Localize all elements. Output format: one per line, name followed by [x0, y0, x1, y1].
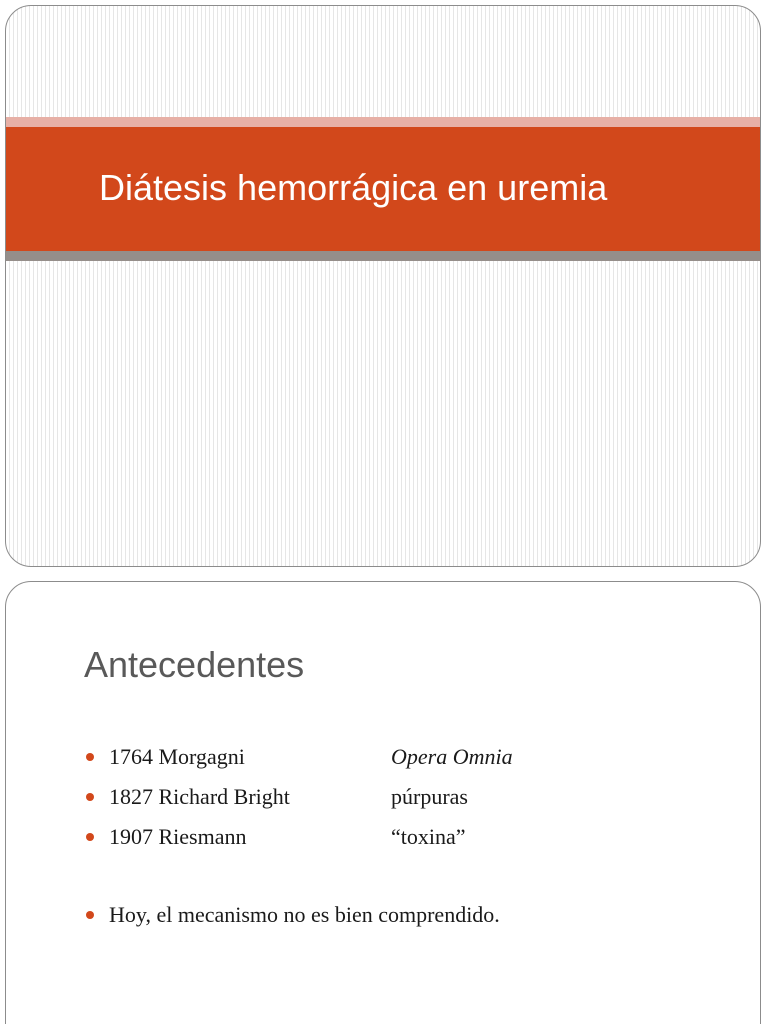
slide-title: Diátesis hemorrágica en uremia — [99, 167, 608, 208]
bullet-icon — [86, 833, 94, 841]
bullet-detail: “toxina” — [391, 824, 466, 849]
title-slide — [5, 5, 761, 567]
content-slide — [5, 581, 761, 1024]
title-band-top-stripe — [6, 117, 760, 127]
bullet-icon — [86, 793, 94, 801]
list-item — [84, 900, 724, 930]
list-item — [84, 782, 724, 812]
list-item — [84, 822, 724, 852]
title-band-bottom-stripe — [6, 251, 760, 261]
bullet-text: 1764 Morgagni — [109, 744, 245, 769]
slide-heading: Antecedentes — [84, 644, 305, 685]
bullet-detail: púrpuras — [391, 784, 468, 809]
bullet-icon — [86, 911, 94, 919]
bullet-detail: Opera Omnia — [391, 744, 513, 769]
bullet-text: 1907 Riesmann — [109, 824, 247, 849]
note-text: Hoy, el mecanismo no es bien comprendido. — [109, 902, 500, 927]
bullet-text: 1827 Richard Bright — [109, 784, 290, 809]
bullet-icon — [86, 753, 94, 761]
list-item — [84, 742, 724, 772]
